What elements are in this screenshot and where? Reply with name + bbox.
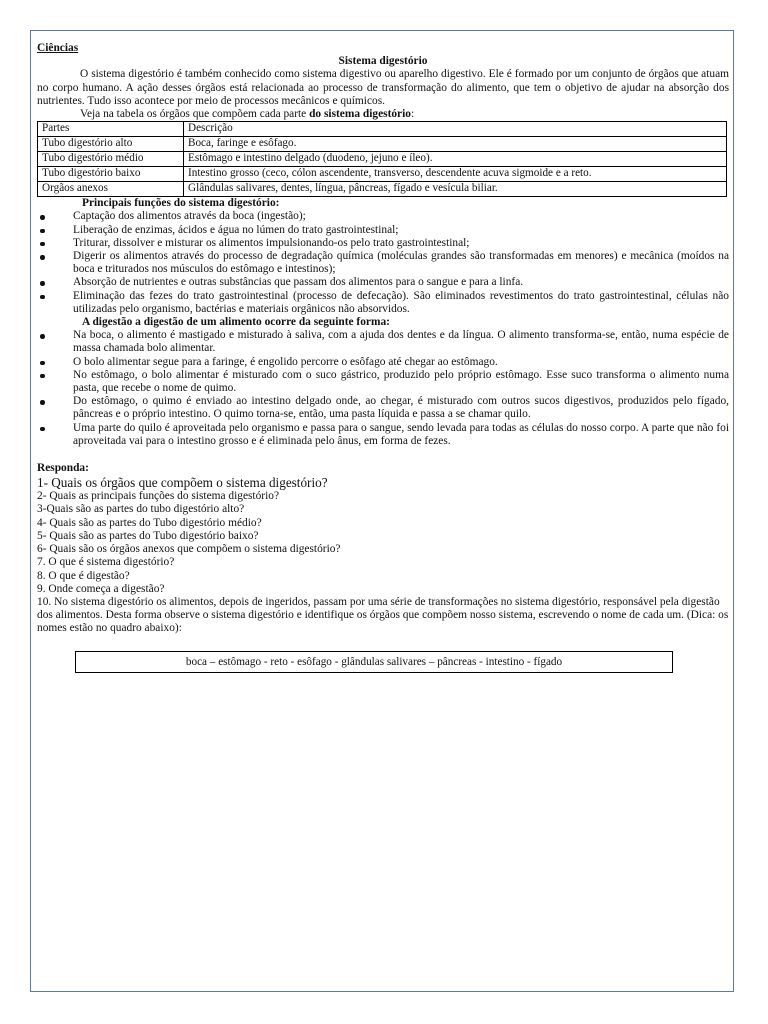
bullet-icon <box>40 242 45 247</box>
table-cell-description: Boca, faringe e esôfago. <box>184 137 727 152</box>
list-item-text: Captação dos alimentos através da boca (ingestão); <box>73 210 306 223</box>
process-list <box>37 329 729 448</box>
question-item: 3-Quais são as partes do tubo digestório alto? <box>37 503 245 516</box>
subject-heading: Ciências <box>37 42 79 54</box>
header-cell-description: Descrição <box>184 122 727 137</box>
question-item: 10. No sistema digestório os alimentos, depois de ingeridos, passam por uma série de transformações no sistema digestório, responsável pela digestão dos alimentos. Desta forma observe o sistema digestório e identifique os órgãos que compõem nosso sistema, escrevendo o nome de cada um. (Dica: os nomes estão no quadro abaixo): <box>37 595 729 635</box>
table-row <box>38 167 727 182</box>
bullet-icon <box>40 427 45 432</box>
bullet-icon <box>40 255 45 260</box>
header-cell-parts: Partes <box>38 122 184 137</box>
list-item <box>37 369 729 395</box>
list-item-text: Digerir os alimentos através do processo de degradação química (moléculas grandes são transformadas em menores) e mecânica (moídos na boca e triturados nos músculos do estômago e intestinos); <box>73 250 729 276</box>
bullet-icon <box>40 374 45 379</box>
bullet-icon <box>40 334 45 339</box>
list-item-text: Na boca, o alimento é mastigado e misturado à saliva, com a ajuda dos dentes e da língua. O alimento transforma-se, então, numa espécie de massa chamada bolo alimentar. <box>73 329 729 355</box>
document-title: Sistema digestório <box>338 55 428 68</box>
table-cell-description: Estômago e intestino delgado (duodeno, jejuno e íleo). <box>184 152 727 167</box>
list-item <box>37 224 729 237</box>
functions-list <box>37 210 729 316</box>
list-item <box>37 250 729 276</box>
table-cell-description: Intestino grosso (ceco, cólon ascendente, transverso, descendente acuva sigmoide e a reto. <box>184 167 727 182</box>
table-intro-bold: do sistema digestório <box>309 108 411 121</box>
question-item: 9. Onde começa a digestão? <box>37 582 165 595</box>
table-intro-text: Veja na tabela os órgãos que compõem cada parte <box>80 108 310 121</box>
table-cell-part: Tubo digestório alto <box>38 137 184 152</box>
table-cell-part: Tubo digestório médio <box>38 152 184 167</box>
question-item: 6- Quais são os órgãos anexos que compõem o sistema digestório? <box>37 543 341 556</box>
list-item <box>37 395 729 421</box>
list-item-text: Uma parte do quilo é aproveitada pelo organismo e passa para o sangue, sendo levada para todas as células do nosso corpo. A parte que não foi aproveitada vai para o intestino grosso e é eliminada pelo ânus, em forma de fezes. <box>73 421 729 447</box>
table-cell-part: Orgãos anexos <box>38 182 184 197</box>
question-item: 2- Quais as principais funções do sistema digestório? <box>37 490 279 503</box>
hint-box: boca – estômago - reto - esôfago - glândulas salivares – pâncreas - intestino - fígado <box>75 651 673 673</box>
bullet-icon <box>40 215 45 220</box>
list-item-text: Triturar, dissolver e misturar os alimentos impulsionando-os pelo trato gastrointestinal; <box>73 236 470 249</box>
table-row <box>38 137 727 152</box>
bullet-icon <box>40 295 45 300</box>
list-item-text: No estômago, o bolo alimentar é misturado com o suco gástrico, produzido pelo próprio estômago. Esse suco transforma o alimento numa pasta, que recebe o nome de quimo. <box>73 368 729 395</box>
table-cell-description: Glândulas salivares, dentes, língua, pâncreas, fígado e vesícula biliar. <box>184 182 727 197</box>
digestive-parts-table <box>37 121 727 197</box>
list-item-text: Liberação de enzimas, ácidos e água no lúmen do trato gastrointestinal; <box>73 223 399 236</box>
list-item-text: O bolo alimentar segue para a faringe, é engolido percorre o esôfago até chegar ao estômago. <box>73 355 498 368</box>
question-item: 5- Quais são as partes do Tubo digestório baixo? <box>37 529 259 542</box>
bullet-icon <box>40 229 45 234</box>
list-item <box>37 290 729 316</box>
list-item-text: Absorção de nutrientes e outras substâncias que passam dos alimentos para o sangue e para a linfa. <box>73 276 524 289</box>
list-item <box>37 210 729 223</box>
question-item: 8. O que é digestão? <box>37 569 130 582</box>
bullet-icon <box>40 281 45 286</box>
list-item <box>37 422 729 448</box>
list-item-text: Do estômago, o quimo é enviado ao intestino delgado onde, ao chegar, é misturado com outros sucos digestivos, produzidos pelo fígado, pâncreas e o próprio intestino. O quimo torna-se, então, uma pasta líquida e passa a se chamar quilo. <box>73 395 729 421</box>
question-item: 4- Quais são as partes do Tubo digestório médio? <box>37 516 262 529</box>
list-item <box>37 237 729 250</box>
question-item: 7. O que é sistema digestório? <box>37 556 175 569</box>
questions-heading: Responda: <box>37 462 89 475</box>
list-item-text: Eliminação das fezes do trato gastrointestinal (processo de defecação). São eliminados revestimentos do trato gastrointestinal, células não utilizadas pelo organismo, bactérias e materiais orgânicos não absorvidos. <box>73 289 729 315</box>
table-cell-part: Tubo digestório baixo <box>38 167 184 182</box>
question-item: 1- Quais os órgãos que compõem o sistema digestório? <box>37 475 328 491</box>
table-intro <box>37 108 729 121</box>
bullet-icon <box>40 400 45 405</box>
functions-heading: Principais funções do sistema digestório: <box>82 197 280 210</box>
list-item <box>37 329 729 355</box>
list-item <box>37 356 729 369</box>
list-item <box>37 276 729 289</box>
table-row <box>38 182 727 197</box>
process-heading: A digestão a digestão de um alimento ocorre da seguinte forma: <box>82 316 390 329</box>
table-header-row <box>38 122 727 137</box>
table-row <box>38 152 727 167</box>
intro-paragraph: O sistema digestório é também conhecido como sistema digestivo ou aparelho digestivo. Ele é formado por um conjunto de órgãos que atuam no corpo humano. A ação desses órgãos está relacionada ao processo de transformação do alimento, que tem o objetivo de ajudar na absorção dos nutrientes. Tudo isso acontece por meio de processos mecânicos e químicos. <box>37 68 729 107</box>
bullet-icon <box>40 361 45 366</box>
document-content <box>37 42 729 673</box>
table-intro-suffix: : <box>410 108 415 121</box>
section-spacer <box>37 448 729 462</box>
